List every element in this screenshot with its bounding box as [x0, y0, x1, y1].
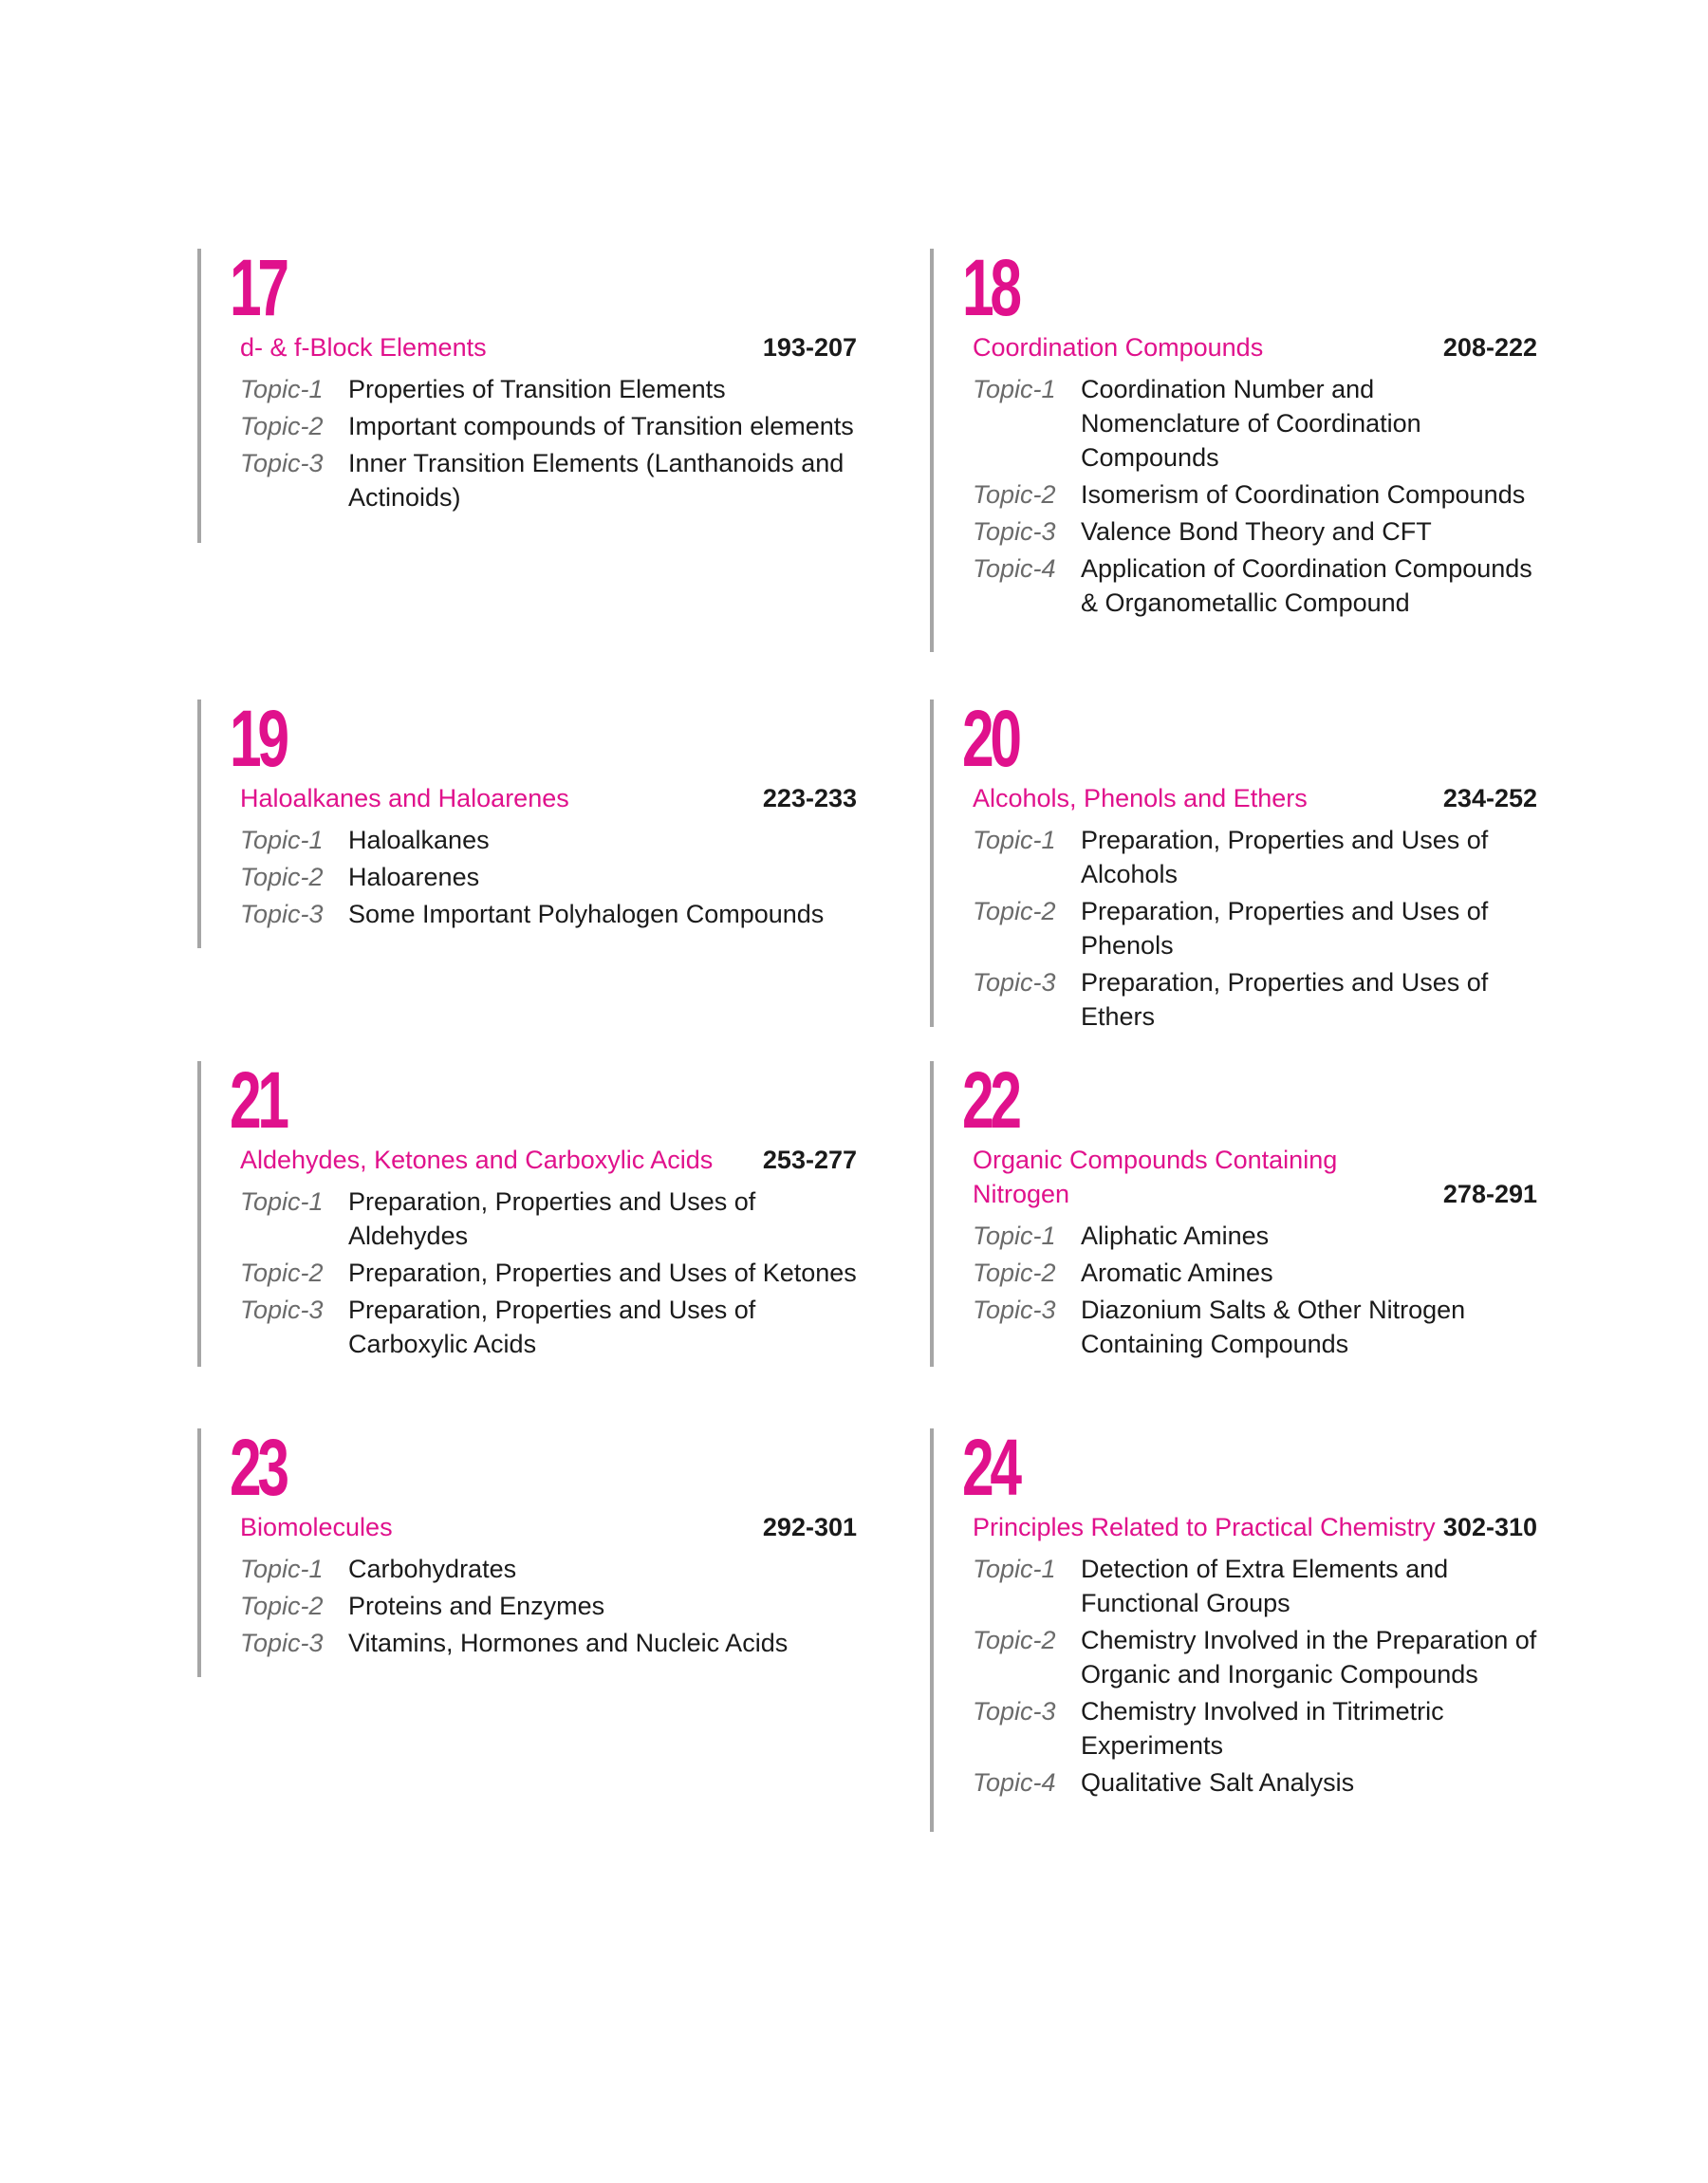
chapter-title[interactable]: d- & f-Block Elements	[240, 333, 487, 362]
topic-text: Detection of Extra Elements and Functional Groups	[1081, 1555, 1449, 1617]
topic-label: Topic-4	[973, 554, 1056, 583]
topic-item[interactable]	[240, 446, 857, 514]
chapter-21-block	[197, 1055, 857, 1367]
topic-text: Some Important Polyhalogen Compounds	[348, 900, 825, 928]
chapter-18-block	[930, 243, 1537, 652]
chapter-number: 23	[230, 1423, 286, 1512]
topic-item[interactable]	[973, 1256, 1537, 1290]
topic-text: Preparation, Properties and Uses of Alcohols	[1081, 826, 1489, 888]
topic-item[interactable]	[240, 1589, 857, 1623]
topic-text: Preparation, Properties and Uses of Carboxylic Acids	[348, 1296, 756, 1358]
topic-text: Preparation, Properties and Uses of Phenols	[1081, 897, 1489, 960]
topic-label: Topic-3	[240, 1296, 324, 1324]
chapter-title[interactable]: Coordination Compounds	[973, 333, 1264, 362]
chapter-pages: 292-301	[762, 1513, 857, 1541]
topic-text: Preparation, Properties and Uses of Aldehydes	[348, 1187, 756, 1250]
topic-label: Topic-3	[240, 1629, 324, 1657]
topic-item[interactable]	[973, 1552, 1537, 1620]
topic-text: Qualitative Salt Analysis	[1081, 1768, 1355, 1797]
topic-label: Topic-4	[973, 1768, 1056, 1797]
topic-label: Topic-2	[240, 1592, 324, 1620]
chapter-number: 17	[230, 243, 286, 332]
topic-label: Topic-1	[240, 826, 324, 854]
chapter-title[interactable]: Haloalkanes and Haloarenes	[240, 784, 569, 812]
topic-label: Topic-3	[973, 968, 1056, 997]
chapter-19-block	[197, 694, 857, 948]
topic-list	[973, 372, 1537, 623]
topic-item[interactable]	[973, 1694, 1537, 1763]
topic-list	[973, 1219, 1537, 1364]
chapter-pages: 234-252	[1442, 784, 1537, 812]
chapter-pages: 253-277	[762, 1146, 857, 1174]
topic-label: Topic-2	[973, 1626, 1056, 1654]
topic-label: Topic-1	[240, 1555, 324, 1583]
topic-item[interactable]	[240, 1626, 857, 1660]
topic-list	[240, 1185, 857, 1364]
topic-text: Properties of Transition Elements	[348, 375, 726, 403]
topic-text: Aliphatic Amines	[1081, 1222, 1270, 1250]
chapter-22-block	[930, 1055, 1537, 1367]
chapter-number: 22	[962, 1055, 1018, 1145]
topic-list	[240, 372, 857, 517]
chapter-pages: 302-310	[1442, 1513, 1537, 1541]
topic-label: Topic-3	[973, 1697, 1056, 1726]
topic-item[interactable]	[973, 1765, 1537, 1800]
topic-item[interactable]	[973, 894, 1537, 962]
topic-text: Haloalkanes	[348, 826, 490, 854]
topic-text: Inner Transition Elements (Lanthanoids and Actinoids)	[348, 449, 845, 512]
topic-text: Application of Coordination Compounds & Organometallic Compound	[1081, 554, 1532, 617]
topic-label: Topic-3	[240, 449, 324, 477]
topic-text: Important compounds of Transition elements	[348, 412, 854, 440]
topic-list	[240, 823, 857, 934]
topic-text: Isomerism of Coordination Compounds	[1081, 480, 1526, 509]
topic-text: Preparation, Properties and Uses of Ethers	[1081, 968, 1489, 1031]
topic-item[interactable]	[240, 1293, 857, 1361]
topic-text: Diazonium Salts & Other Nitrogen Containing Compounds	[1081, 1296, 1466, 1358]
chapter-17-block	[197, 243, 857, 543]
topic-text: Chemistry Involved in the Preparation of Organic and Inorganic Compounds	[1081, 1626, 1537, 1689]
topic-label: Topic-2	[240, 412, 324, 440]
topic-item[interactable]	[973, 1293, 1537, 1361]
topic-item[interactable]	[973, 1219, 1537, 1253]
topic-text: Valence Bond Theory and CFT	[1081, 517, 1432, 546]
topic-item[interactable]	[240, 897, 857, 931]
topic-label: Topic-3	[973, 1296, 1056, 1324]
topic-item[interactable]	[973, 514, 1537, 549]
topic-item[interactable]	[240, 409, 857, 443]
topic-label: Topic-2	[240, 1259, 324, 1287]
topic-text: Carbohydrates	[348, 1555, 517, 1583]
chapter-number: 20	[962, 694, 1018, 783]
chapter-23-block	[197, 1423, 857, 1677]
chapter-title[interactable]: Principles Related to Practical Chemistry	[973, 1513, 1436, 1541]
chapter-title[interactable]: Organic Compounds Containing Nitrogen	[973, 1146, 1338, 1208]
topic-label: Topic-1	[973, 1222, 1056, 1250]
topic-text: Haloarenes	[348, 863, 480, 891]
topic-item[interactable]	[973, 1623, 1537, 1691]
topic-label: Topic-2	[973, 897, 1056, 925]
chapter-number: 18	[962, 243, 1018, 332]
topic-list	[240, 1552, 857, 1663]
topic-label: Topic-2	[240, 863, 324, 891]
topic-list	[973, 1552, 1537, 1802]
topic-item[interactable]	[240, 1552, 857, 1586]
topic-item[interactable]	[973, 477, 1537, 512]
topic-item[interactable]	[973, 965, 1537, 1034]
topic-item[interactable]	[973, 372, 1537, 475]
chapter-24-block	[930, 1423, 1537, 1832]
topic-label: Topic-2	[973, 1259, 1056, 1287]
topic-label: Topic-1	[240, 375, 324, 403]
chapter-pages: 278-291	[1442, 1180, 1537, 1208]
chapter-pages: 223-233	[762, 784, 857, 812]
topic-label: Topic-2	[973, 480, 1056, 509]
topic-text: Chemistry Involved in Titrimetric Experiments	[1081, 1697, 1444, 1760]
topic-text: Vitamins, Hormones and Nucleic Acids	[348, 1629, 789, 1657]
chapter-number: 19	[230, 694, 286, 783]
topic-item[interactable]	[240, 1185, 857, 1253]
topic-label: Topic-1	[973, 1555, 1056, 1583]
chapter-pages: 193-207	[762, 333, 857, 362]
topic-label: Topic-3	[240, 900, 324, 928]
chapter-number: 21	[230, 1055, 286, 1145]
topic-text: Aromatic Amines	[1081, 1259, 1273, 1287]
chapter-title[interactable]: Biomolecules	[240, 1513, 393, 1541]
topic-item[interactable]	[973, 551, 1537, 620]
topic-label: Topic-1	[973, 826, 1056, 854]
topic-item[interactable]	[240, 823, 857, 857]
topic-item[interactable]	[240, 860, 857, 894]
chapter-20-block	[930, 694, 1537, 1031]
topic-text: Proteins and Enzymes	[348, 1592, 605, 1620]
topic-text: Coordination Number and Nomenclature of Coordination Compounds	[1081, 375, 1421, 472]
topic-text: Preparation, Properties and Uses of Ketones	[348, 1259, 857, 1287]
topic-list	[973, 823, 1537, 1036]
chapter-title[interactable]: Aldehydes, Ketones and Carboxylic Acids	[240, 1146, 714, 1174]
chapter-pages: 208-222	[1442, 333, 1537, 362]
topic-item[interactable]	[973, 823, 1537, 891]
topic-label: Topic-1	[973, 375, 1056, 403]
topic-item[interactable]	[240, 372, 857, 406]
chapter-number: 24	[962, 1423, 1018, 1512]
topic-item[interactable]	[240, 1256, 857, 1290]
topic-label: Topic-3	[973, 517, 1056, 546]
chapter-title[interactable]: Alcohols, Phenols and Ethers	[973, 784, 1308, 812]
topic-label: Topic-1	[240, 1187, 324, 1216]
